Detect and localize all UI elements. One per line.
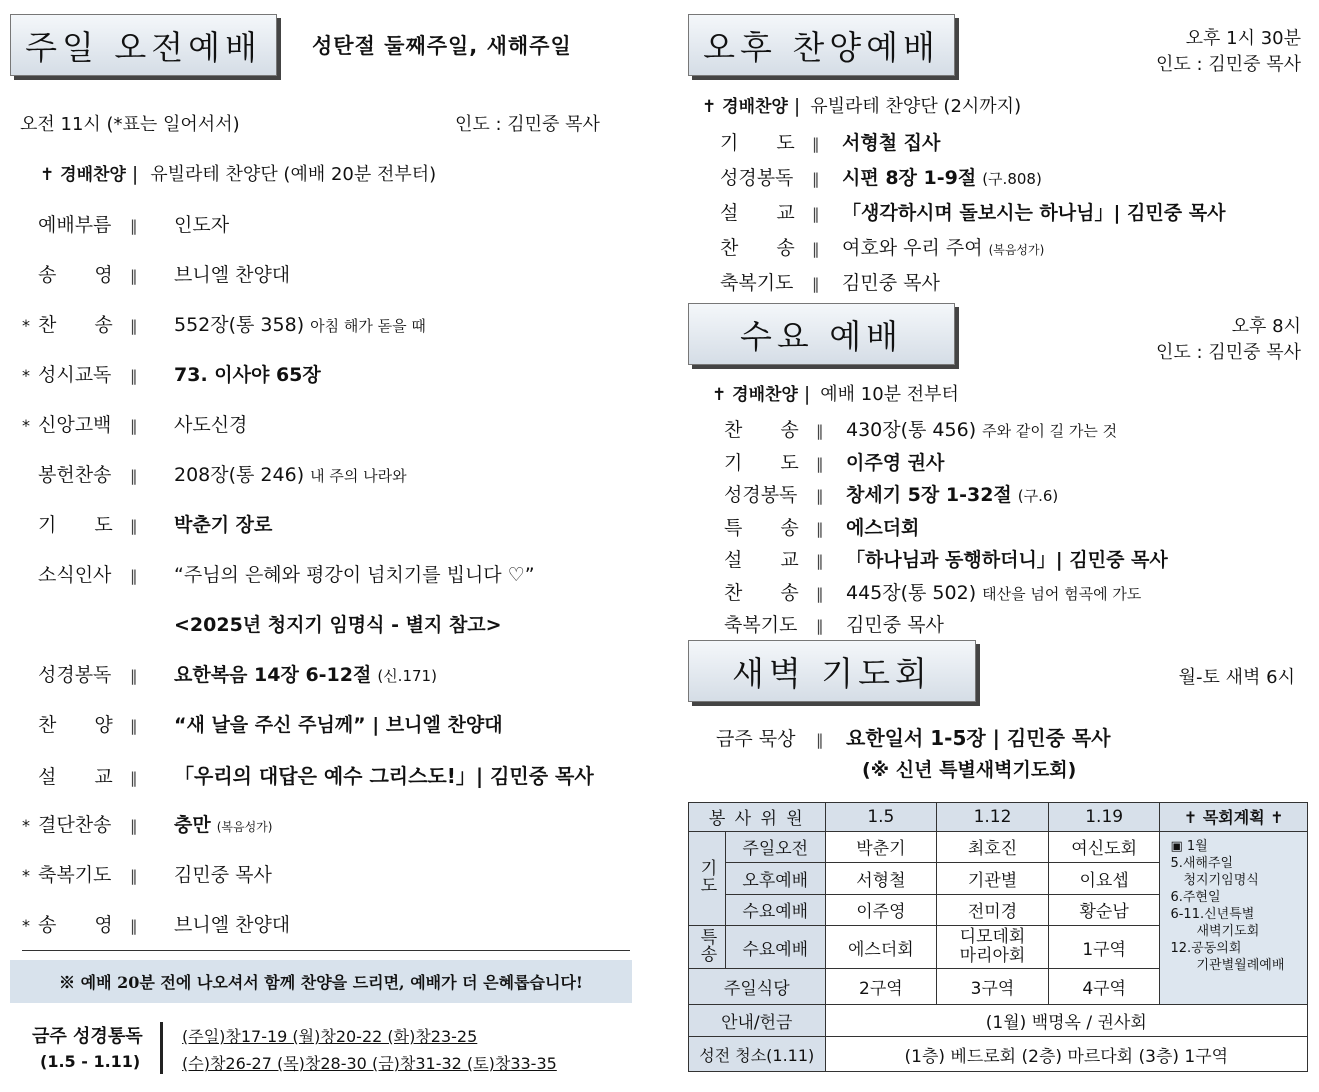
order-item [22, 660, 437, 687]
order-label: 성경봉독 [724, 484, 798, 506]
order-sep: ‖ [130, 917, 138, 935]
guide-label: 안내/헌금 [689, 1004, 826, 1037]
order-label: 성경봉독 [720, 167, 794, 189]
table-row-label: 주일오전 [725, 831, 825, 863]
order-item [22, 710, 503, 737]
order-sep: ‖ [130, 317, 138, 335]
wednesday-leader: 인도 : 김민중 목사 [1156, 342, 1301, 363]
order-note: 태산을 넘어 험곡에 가도 [982, 584, 1142, 603]
order-note: (구.808) [982, 170, 1042, 188]
plan-item: 12.공동의회 [1170, 940, 1242, 956]
order-label: 성시교독 [38, 364, 112, 386]
order-item [22, 760, 594, 789]
order-label: 찬 송 [724, 419, 799, 441]
order-label: 설 교 [38, 766, 113, 788]
order-item [720, 198, 1225, 225]
order-label: 성경봉독 [38, 664, 112, 686]
order-item [724, 610, 944, 637]
wednesday-time: 오후 8시 [1231, 316, 1301, 337]
order-label: 찬 송 [724, 581, 799, 604]
plan-item: 기관별월례예배 [1170, 957, 1285, 973]
order-item [720, 268, 940, 295]
table-cell: 서형철 [825, 863, 937, 895]
table-head-roles: 봉 사 위 원 [689, 803, 826, 832]
order-sep: ‖ [816, 454, 824, 473]
order-sep: ‖ [816, 617, 824, 635]
worship-praise-label: ✝ 경배찬양 [712, 385, 798, 405]
order-label: 봉헌찬송 [38, 464, 112, 486]
order-item [720, 163, 1042, 190]
order-value: 사도신경 [174, 414, 248, 436]
order-value: 「우리의 대답은 예수 그리스도!」| 김민중 목사 [174, 764, 594, 788]
order-item [22, 610, 502, 637]
table-cell: 여신도회 [1048, 831, 1160, 863]
worship-praise-sep: | [131, 163, 139, 185]
worship-praise-label: ✝ 경배찬양 [40, 165, 126, 185]
order-sep: ‖ [130, 267, 138, 285]
plan-item: 새벽기도회 [1170, 923, 1260, 939]
order-note: (복음성가) [216, 820, 273, 834]
worship-praise-value: 예배 10분 전부터 [820, 384, 959, 405]
clean-label: 성전 청소(1.11) [689, 1037, 826, 1072]
order-value: 445장(통 502) [846, 581, 977, 604]
order-label: 기 도 [720, 132, 795, 154]
order-item [22, 260, 290, 287]
notice-banner: ※ 예배 20분 전에 나오셔서 함께 찬양을 드리면, 예배가 더 은혜롭습니다! [10, 960, 632, 1003]
order-item [724, 578, 1141, 605]
table-row-label: 수요예배 [725, 894, 825, 926]
order-label: 찬 송 [38, 314, 113, 336]
dawn-special: (※ 신년 특별새벽기도회) [862, 759, 1077, 781]
bible-reading-line1: (주일)창17-19 (월)창20-22 (화)창23-25 [182, 1027, 478, 1046]
order-sep: ‖ [130, 567, 138, 585]
order-sep: ‖ [130, 667, 138, 685]
order-note: (신.171) [377, 667, 437, 685]
morning-service-header: 주일 오전예배 [10, 14, 277, 76]
order-value: “주님의 은혜와 평강이 넘치기를 빕니다 ♡” [174, 564, 535, 586]
order-item [22, 510, 272, 537]
order-value: 여호와 우리 주여 [842, 237, 983, 259]
table-cell: 박춘기 [825, 831, 937, 863]
morning-worship-praise [40, 160, 436, 186]
order-item [720, 128, 940, 155]
table-cell: 이요셉 [1048, 863, 1160, 895]
required-standing-mark: * [22, 866, 30, 885]
order-item [22, 910, 290, 937]
order-sep: ‖ [812, 205, 820, 223]
wednesday-worship-praise [712, 380, 959, 406]
required-standing-mark: * [22, 916, 30, 935]
table-cell: 3구역 [937, 969, 1049, 1005]
table-cell: 4구역 [1048, 969, 1160, 1005]
order-value: 브니엘 찬양대 [174, 264, 291, 286]
order-value: 김민중 목사 [174, 864, 272, 886]
table-cell: 전미경 [937, 894, 1049, 926]
order-sep: ‖ [812, 170, 820, 188]
worship-praise-sep: | [793, 95, 801, 117]
divider-line [22, 950, 630, 951]
order-label: 결단찬송 [38, 814, 112, 836]
table-row-label: 오후예배 [725, 863, 825, 895]
table-cell: 최호진 [937, 831, 1049, 863]
plan-item: 6.주현일 [1170, 889, 1221, 905]
order-sep: ‖ [130, 817, 138, 835]
order-label: 송 영 [38, 914, 113, 936]
table-cell: 황순남 [1048, 894, 1160, 926]
order-item [720, 233, 1044, 260]
order-label: 특 송 [724, 516, 799, 539]
dawn-prayer-header: 새벽 기도회 [688, 640, 976, 702]
morning-time: 오전 11시 (*표는 일어서서) [20, 114, 240, 135]
order-label: 찬 송 [720, 237, 795, 259]
plan-item: 청지기임명식 [1170, 872, 1259, 888]
group-special: 특송 [689, 926, 726, 969]
afternoon-time: 오후 1시 30분 [1185, 28, 1301, 49]
plan-item: 5.새해주일 [1170, 855, 1234, 871]
order-label: 신앙고백 [38, 414, 112, 436]
order-note: 내 주의 나라와 [310, 467, 407, 485]
order-value: 에스더회 [846, 516, 920, 539]
afternoon-service-header: 오후 찬양예배 [688, 14, 955, 76]
order-item [22, 410, 247, 437]
service-table [688, 802, 1308, 1072]
order-value: 「하나님과 동행하더니」| 김민중 목사 [846, 549, 1168, 571]
dawn-sep: ‖ [816, 731, 824, 749]
order-sep: ‖ [130, 867, 138, 885]
table-head-date: 1.19 [1048, 803, 1160, 832]
order-sep: ‖ [812, 135, 820, 153]
table-cell: 에스더회 [825, 926, 937, 969]
dawn-time: 월-토 새벽 6시 [1178, 667, 1295, 688]
worship-praise-value: 유빌라테 찬양단 (예배 20분 전부터) [150, 164, 437, 185]
table-cell: 디모데회 마리아회 [937, 926, 1049, 969]
order-item [22, 360, 321, 387]
required-standing-mark: * [22, 366, 30, 385]
order-sep: ‖ [130, 417, 138, 435]
order-note: (복음성가) [988, 243, 1045, 257]
order-item [724, 448, 944, 475]
order-label: 설 교 [724, 549, 799, 571]
order-value: 서형철 집사 [842, 132, 941, 154]
order-label: 축복기도 [724, 614, 798, 636]
order-label: 설 교 [720, 202, 795, 224]
order-item [22, 460, 407, 487]
afternoon-leader: 인도 : 김민중 목사 [1156, 54, 1301, 75]
order-sep: ‖ [130, 769, 138, 787]
table-head-plan: ✝ 목회계획 ✝ [1160, 803, 1308, 832]
table-head-date: 1.5 [825, 803, 937, 832]
dawn-value: 요한일서 1-5장 | 김민중 목사 [846, 726, 1111, 750]
order-sep: ‖ [816, 422, 824, 440]
order-item [724, 545, 1168, 572]
order-label: 축복기도 [38, 864, 112, 886]
order-value: 창세기 5장 1-32절 [846, 484, 1012, 506]
table-cell: 기관별 [937, 863, 1049, 895]
worship-praise-value: 유빌라테 찬양단 (2시까지) [810, 96, 1022, 117]
order-value: <2025년 청지기 임명식 - 별지 참고> [174, 614, 502, 636]
bible-reading-range: (1.5 - 1.11) [40, 1052, 141, 1071]
required-standing-mark: * [22, 416, 30, 435]
bible-reading-line2: (수)창26-27 (목)창28-30 (금)창31-32 (토)창33-35 [182, 1054, 557, 1073]
pastoral-plan [1160, 831, 1308, 1004]
order-note: (구.6) [1017, 487, 1059, 505]
order-sep: ‖ [812, 275, 820, 293]
order-item [22, 310, 426, 337]
order-value: 브니엘 찬양대 [174, 914, 291, 936]
dawn-meditation [716, 722, 1111, 751]
order-sep: ‖ [816, 552, 824, 570]
table-row-label: 주일식당 [689, 969, 826, 1005]
table-cell: 1구역 [1048, 926, 1160, 969]
order-value: 시편 8장 1-9절 [842, 167, 977, 189]
order-value: 「생각하시며 돌보시는 하나님」| 김민중 목사 [842, 202, 1226, 224]
guide-value: (1월) 백명옥 / 권사회 [825, 1004, 1307, 1037]
occasion-title: 성탄절 둘째주일, 새해주일 [312, 34, 572, 58]
order-note: 주와 같이 길 가는 것 [982, 422, 1118, 440]
order-label: 찬 양 [38, 714, 113, 736]
order-sep: ‖ [812, 240, 820, 258]
order-item [724, 415, 1117, 442]
order-sep: ‖ [130, 517, 138, 535]
order-sep: ‖ [816, 487, 824, 505]
dawn-label: 금주 묵상 [716, 728, 796, 750]
order-sep: ‖ [816, 584, 824, 603]
order-label: 기 도 [724, 451, 799, 474]
order-value: 김민중 목사 [846, 614, 944, 636]
order-value: 인도자 [174, 214, 230, 236]
bible-reading-divider [160, 1022, 163, 1074]
order-sep: ‖ [816, 519, 824, 538]
required-standing-mark: * [22, 816, 30, 835]
order-sep: ‖ [130, 717, 138, 735]
order-value: 요한복음 14장 6-12절 [174, 664, 372, 686]
order-value: 73. 이사야 65장 [174, 364, 321, 386]
order-value: 208장(통 246) [174, 464, 305, 486]
table-head-date: 1.12 [937, 803, 1049, 832]
order-value: 430장(통 456) [846, 419, 977, 441]
required-standing-mark: * [22, 316, 30, 335]
order-item [724, 513, 919, 540]
bible-reading-title: 금주 성경통독 [32, 1026, 143, 1047]
afternoon-worship-praise [702, 92, 1021, 118]
worship-praise-label: ✝ 경배찬양 [702, 97, 788, 117]
clean-value: (1층) 베드로회 (2층) 마르다회 (3층) 1구역 [825, 1037, 1307, 1072]
order-item [724, 480, 1058, 507]
morning-leader: 인도 : 김민중 목사 [455, 114, 600, 135]
order-label: 기 도 [38, 514, 113, 536]
order-sep: ‖ [130, 467, 138, 485]
order-sep: ‖ [130, 367, 138, 385]
order-value: 이주영 권사 [846, 451, 945, 474]
plan-item: ▣ 1월 [1170, 838, 1208, 854]
order-label: 예배부름 [38, 214, 112, 236]
order-item [22, 860, 272, 887]
wednesday-service-header: 수요 예배 [688, 303, 955, 365]
order-item [22, 210, 229, 237]
order-note: 아침 해가 돋을 때 [310, 317, 426, 335]
order-value: 박춘기 장로 [174, 514, 273, 536]
order-value: 552장(통 358) [174, 314, 305, 336]
order-value: “새 날을 주신 주님께” | 브니엘 찬양대 [174, 714, 503, 736]
table-cell: 이주영 [825, 894, 937, 926]
order-label: 축복기도 [720, 272, 794, 294]
table-cell: 2구역 [825, 969, 937, 1005]
order-value: 김민중 목사 [842, 272, 940, 294]
plan-item: 6-11.신년특별 [1170, 906, 1255, 922]
table-row-label: 수요예배 [725, 926, 825, 969]
order-item [22, 810, 272, 837]
worship-praise-sep: | [803, 383, 811, 405]
order-label: 송 영 [38, 264, 113, 286]
order-label: 소식인사 [38, 564, 112, 586]
order-item [22, 560, 535, 587]
order-value: 충만 [174, 814, 211, 836]
group-prayer: 기도 [689, 831, 726, 926]
order-sep: ‖ [130, 217, 138, 235]
